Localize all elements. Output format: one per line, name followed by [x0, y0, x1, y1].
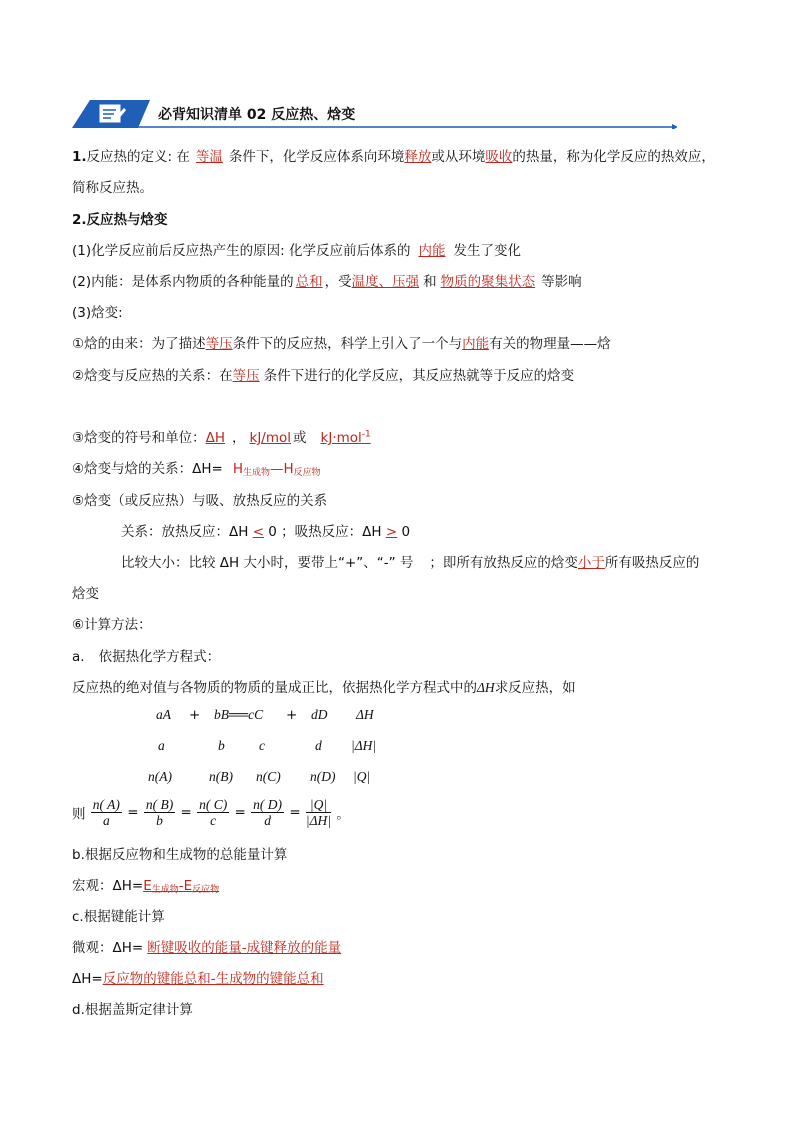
circled-5: ⑤焓变（或反应热）与吸、放热反应的关系 [72, 493, 328, 509]
answer-blank: > [385, 524, 398, 540]
answer-blank: 等温 [195, 149, 223, 165]
answer-blank: 反应物的键能总和-生成物的键能总和 [102, 971, 324, 987]
section-title: 必背知识清单 02 反应热、焓变 [158, 107, 356, 123]
answer-blank: 断键吸收的能量-成键释放的能量 [147, 940, 342, 956]
relation-line: 关系：放热反应：ΔH < 0 ；吸热反应：ΔH > 0 [121, 524, 411, 540]
answer-blank: 内能 [418, 243, 446, 259]
fraction-c: $\frac{n( C)}{c}$ [199, 797, 228, 828]
method-c-title: c.根据键能计算 [72, 909, 165, 925]
fraction-b: $\frac{n( B)}{b}$ [145, 797, 174, 828]
circled-2: ②焓变与反应热的关系：在等压 条件下进行的化学反应，其反应热就等于反应的焓变 [72, 368, 575, 384]
answer-text: $H_{生成物}—H_{反应物}$ [232, 461, 321, 478]
notepad-icon [98, 103, 128, 129]
answer-blank: 等压 [232, 368, 260, 384]
compare-line: 比较大小：比较 ΔH 大小时，要带上“+”、“-” 号 ；即所有放热反应的焓变小于所有吸热反应的 [121, 555, 700, 571]
method-b-title: b.根据反应物和生成物的总能量计算 [72, 847, 288, 863]
compare-line-2: 焓变 [72, 586, 99, 602]
method-c-micro: 微观：ΔH= 断键吸收的能量-成键释放的能量 [72, 940, 342, 956]
definition-line-1: 1.反应热的定义: 在 等温 条件下，化学反应体系向环境释放或从环境吸收的热量，称为化学反应的热效应， [72, 149, 715, 165]
answer-blank: 等压 [205, 336, 233, 352]
method-b-macro: 宏观：$\Delta H=E_{生成物}-E_{反应物}$ [72, 878, 220, 895]
answer-blank: 吸收 [485, 149, 513, 165]
method-d-title: d.根据盖斯定律计算 [72, 1002, 193, 1018]
method-a-desc: 反应热的绝对值与各物质的物质的量成正比，依据热化学方程式中的ΔH求反应热，如 [72, 680, 576, 696]
answer-blank: 小于 [577, 555, 605, 571]
answer-blank: 物质的聚集状态 [440, 274, 536, 290]
method-c-formula: ΔH=反应物的键能总和-生成物的键能总和 [72, 971, 324, 987]
answer-blank: 释放 [404, 149, 432, 165]
point-2: (2)内能：是体系内物质的各种能量的 总和 ，受温度、压强 和 物质的聚集状态 等影响 [72, 274, 582, 290]
answer-blank: kJ/mol [249, 430, 292, 446]
section-2-title: 2.反应热与焓变 [72, 212, 168, 228]
circled-1: ①焓的由来：为了描述等压条件下的反应热，科学上引入了一个与内能有关的物理量——焓 [72, 336, 611, 352]
circled-4: ④焓变与焓的关系：$\Delta H= H_{生成物}—H_{反应物}$ [72, 461, 321, 478]
fraction-a: $\frac{n( A)}{a}$ [92, 797, 120, 828]
method-a-title: a. 依据热化学方程式： [72, 649, 221, 665]
circled-6: ⑥计算方法： [72, 617, 152, 633]
answer-blank: $E_{生成物}-E_{反应物}$ [143, 878, 220, 895]
answer-blank: 内能 [462, 336, 490, 352]
point-1: (1)化学反应前后反应热产生的原因: 化学反应前后体系的 内能 发生了变化 [72, 243, 521, 259]
circled-3: ③焓变的符号和单位：ΔH ， kJ/mol 或 kJ·mol$^{-1}$ [72, 429, 371, 446]
answer-blank: < [252, 524, 264, 540]
definition-line-2: 简称反应热。 [72, 180, 153, 196]
fraction-q: $\frac{|Q|}{|\Delta H|}$ [305, 797, 332, 828]
fraction-equation: 则 $\frac{n( A)}{a}$ = $\frac{n( B)}{b}$ = $\frac{n( C)}{c}$ = $\frac{n( D)}{d}$ = $\frac{|Q|}{|\Delta H|}$ 。 [72, 797, 350, 828]
answer-blank: kJ·mol$^{-1}$ [320, 429, 371, 446]
fraction-d: $\frac{n( D)}{d}$ [253, 797, 283, 828]
answer-blank: 总和 [295, 274, 323, 290]
answer-blank: 温度、压强 [351, 274, 420, 290]
point-3: (3)焓变: [72, 305, 123, 321]
answer-blank: ΔH [205, 430, 225, 446]
